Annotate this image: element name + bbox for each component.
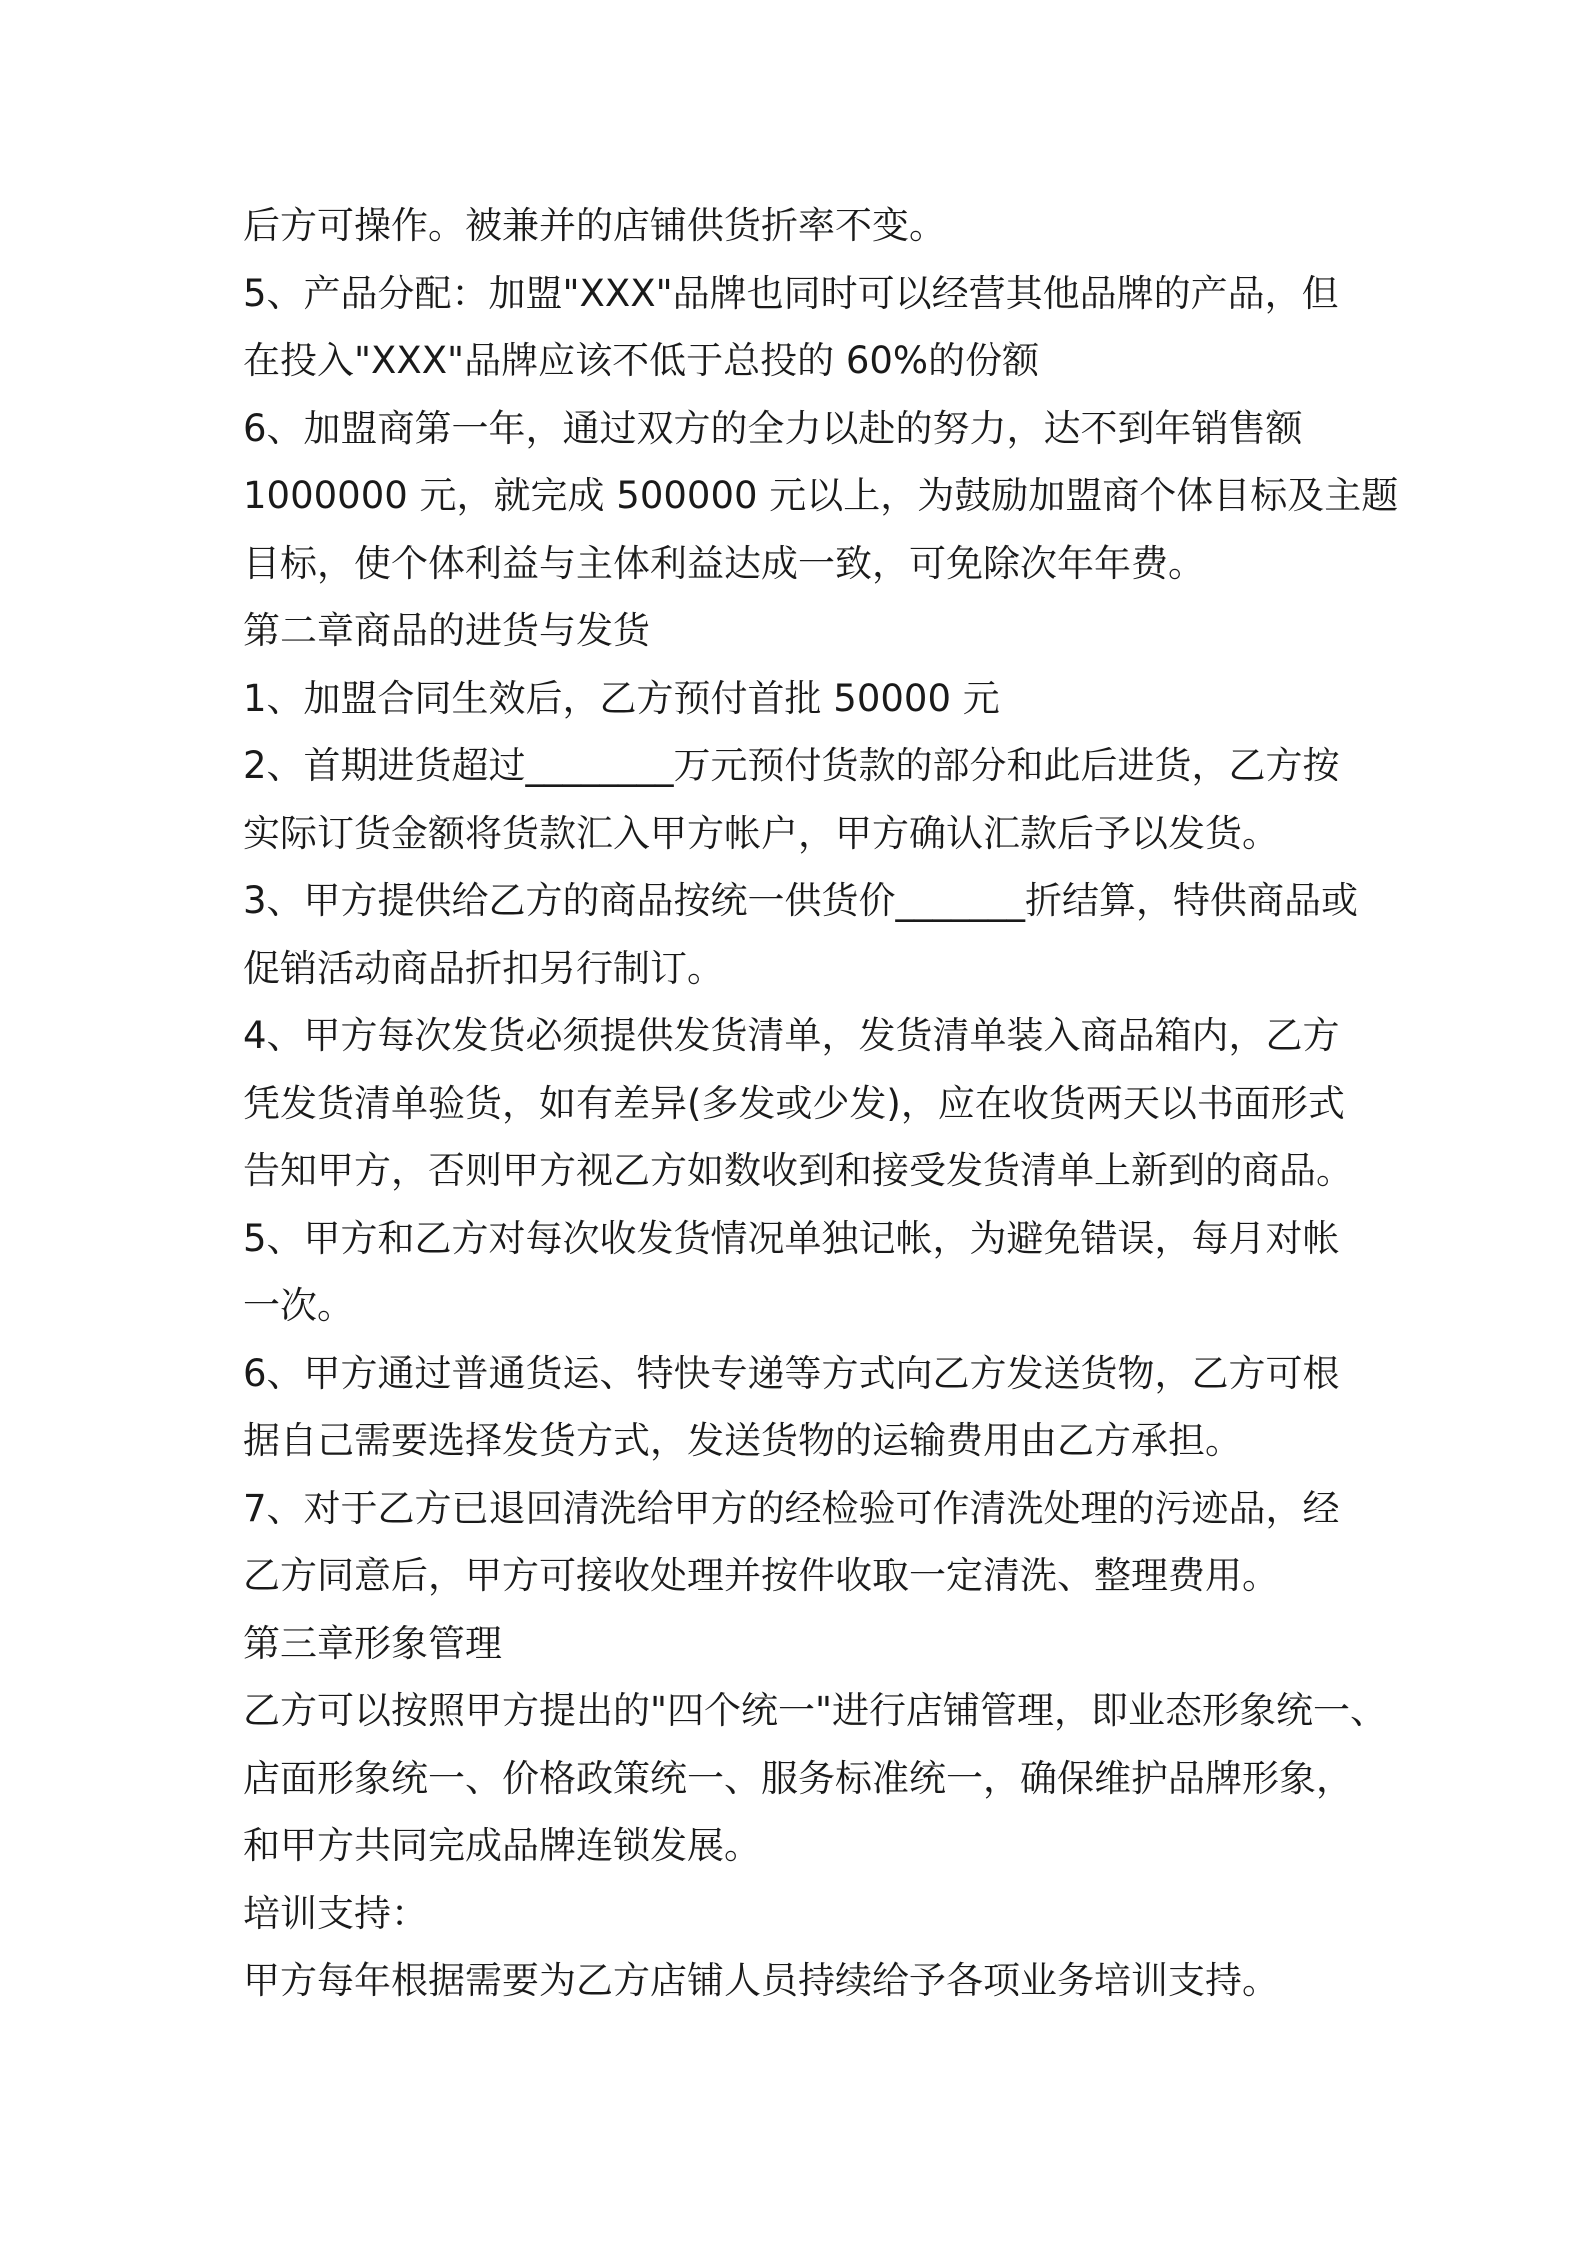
text-line: 甲方每年根据需要为乙方店铺人员持续给予各项业务培训支持。 [243, 1959, 1279, 2002]
text-line: 2、首期进货超过________万元预付货款的部分和此后进货，乙方按 [243, 744, 1340, 787]
text-line: 目标，使个体利益与主体利益达成一致，可免除次年年费。 [243, 541, 1205, 585]
chapter-heading: 第二章商品的进货与发货 [243, 609, 650, 652]
text-line: 1000000 元，就完成 500000 元以上，为鼓励加盟商个体目标及主题 [243, 474, 1399, 517]
text-line: 实际订货金额将货款汇入甲方帐户，甲方确认汇款后予以发货。 [243, 811, 1279, 855]
section-heading: 培训支持： [243, 1891, 428, 1935]
text-line: 4、甲方每次发货必须提供发货清单，发货清单装入商品箱内，乙方 [243, 1014, 1340, 1057]
text-line: 乙方同意后，甲方可接收处理并按件收取一定清洗、整理费用。 [243, 1554, 1279, 1597]
text-line: 6、加盟商第一年，通过双方的全力以赴的努力，达不到年销售额 [243, 406, 1303, 450]
text-line: 店面形象统一、价格政策统一、服务标准统一，确保维护品牌形象， [243, 1756, 1353, 1800]
text-line: 7、对于乙方已退回清洗给甲方的经检验可作清洗处理的污迹品，经 [243, 1486, 1340, 1530]
text-line: 3、甲方提供给乙方的商品按统一供货价_______折结算，特供商品或 [243, 879, 1359, 922]
document-body [243, 192, 1399, 2015]
text-line: 在投入"XXX"品牌应该不低于总投的 60%的份额 [243, 339, 1040, 382]
text-line: 促销活动商品折扣另行制订。 [243, 946, 724, 990]
chapter-heading: 第三章形象管理 [243, 1621, 502, 1665]
text-line: 和甲方共同完成品牌连锁发展。 [243, 1824, 761, 1867]
text-line: 据自己需要选择发货方式，发送货物的运输费用由乙方承担。 [243, 1419, 1242, 1462]
text-line: 告知甲方，否则甲方视乙方如数收到和接受发货清单上新到的商品。 [243, 1149, 1353, 1192]
text-line: 凭发货清单验货，如有差异(多发或少发)，应在收货两天以书面形式 [243, 1081, 1345, 1125]
text-line: 5、甲方和乙方对每次收发货情况单独记帐，为避免错误，每月对帐 [243, 1216, 1340, 1260]
text-line: 乙方可以按照甲方提出的"四个统一"进行店铺管理，即业态形象统一、 [243, 1689, 1388, 1732]
text-line: 一次。 [243, 1284, 354, 1327]
text-line: 5、产品分配：加盟"XXX"品牌也同时可以经营其他品牌的产品，但 [243, 271, 1339, 315]
text-line: 1、加盟合同生效后，乙方预付首批 50000 元 [243, 676, 1000, 720]
text-line: 6、甲方通过普通货运、特快专递等方式向乙方发送货物，乙方可根 [243, 1351, 1340, 1395]
text-line: 后方可操作。被兼并的店铺供货折率不变。 [243, 204, 946, 247]
